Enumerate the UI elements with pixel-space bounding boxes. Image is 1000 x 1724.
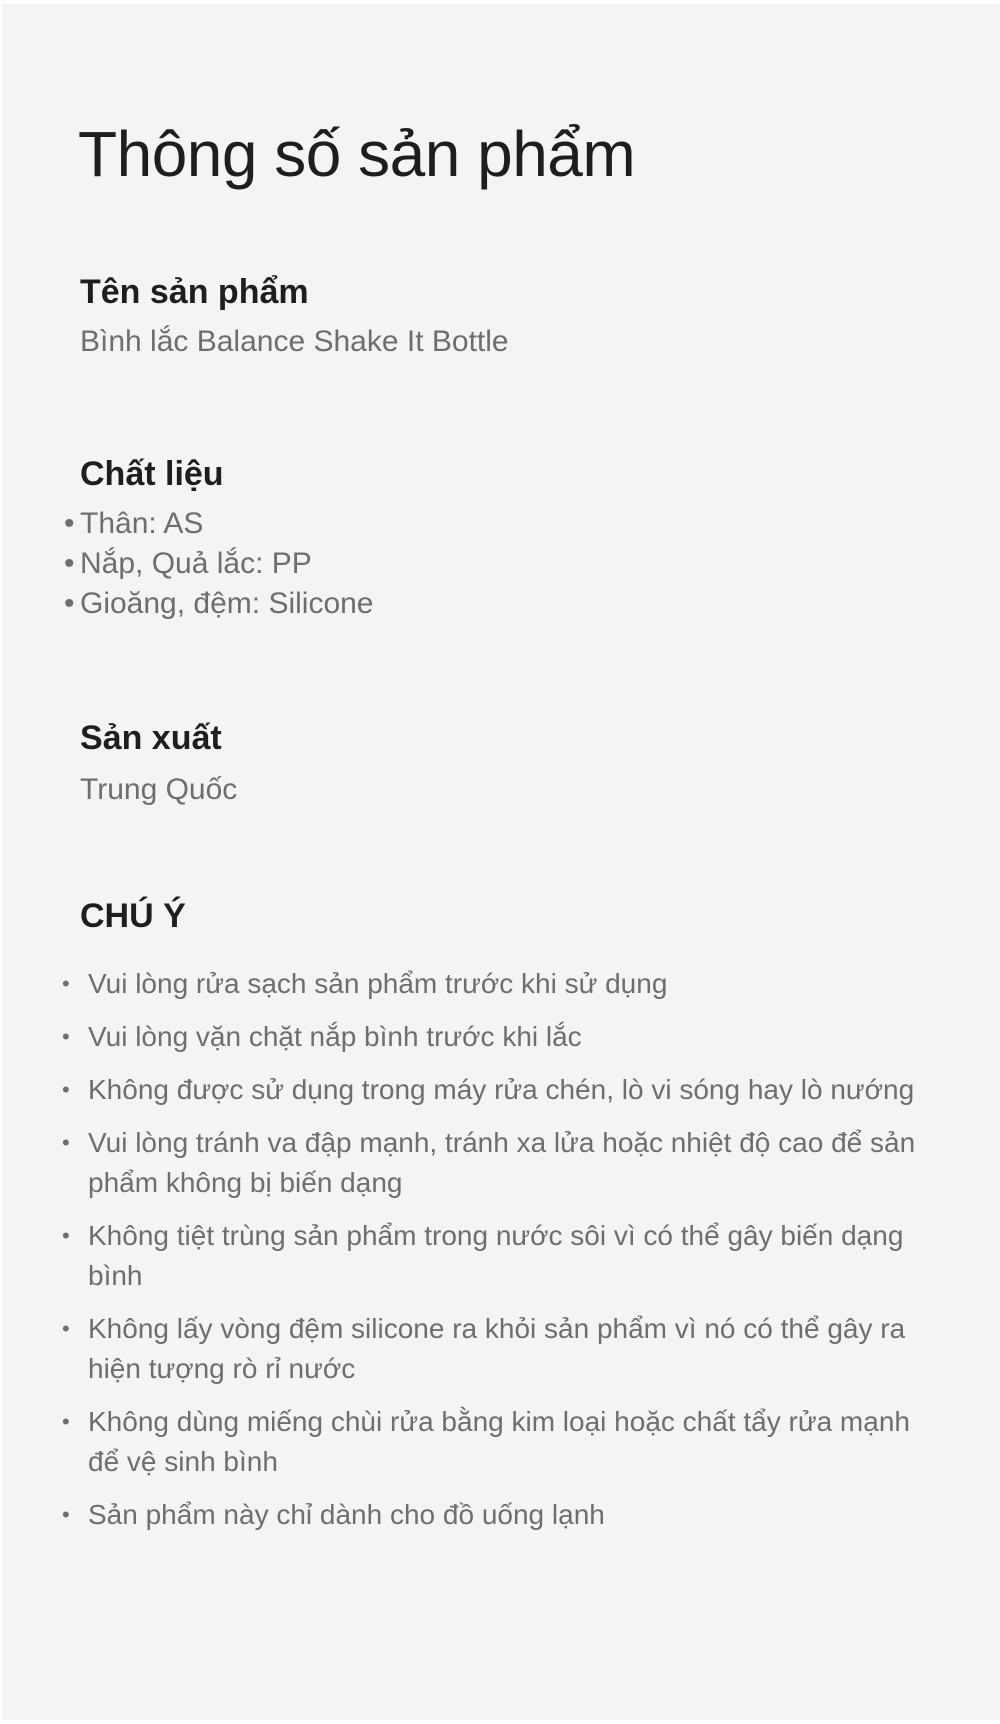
bullet-icon: • [64,587,75,620]
bullet-icon: • [62,1024,70,1049]
product-name-value: Bình lắc Balance Shake It Bottle [80,325,509,358]
note-item [62,1309,922,1389]
note-item [62,1216,922,1296]
note-item [62,1017,922,1057]
material-item [64,584,374,624]
note-item [62,1123,922,1203]
note-text: Không tiệt trùng sản phẩm trong nước sôi vì có thể gây biến dạng bình [88,1220,904,1291]
product-name-heading: Tên sản phẩm [80,273,309,311]
material-item [64,504,374,544]
origin-heading: Sản xuất [80,719,222,757]
material-item [64,544,374,584]
material-item-text: Thân: AS [80,507,204,540]
bullet-icon: • [64,547,75,580]
note-text: Vui lòng rửa sạch sản phẩm trước khi sử dụng [88,968,668,999]
bullet-icon: • [62,1502,70,1527]
note-text: Vui lòng tránh va đập mạnh, tránh xa lửa hoặc nhiệt độ cao để sản phẩm không bị biến dạng [88,1127,916,1198]
page-title: Thông số sản phẩm [78,118,636,190]
note-text: Không dùng miếng chùi rửa bằng kim loại hoặc chất tẩy rửa mạnh để vệ sinh bình [88,1406,910,1477]
bullet-icon: • [62,971,70,996]
note-text: Vui lòng vặn chặt nắp bình trước khi lắc [88,1021,582,1052]
note-item [62,1495,922,1535]
origin-value: Trung Quốc [80,773,238,806]
note-text: Sản phẩm này chỉ dành cho đồ uống lạnh [88,1499,605,1530]
note-text: Không được sử dụng trong máy rửa chén, lò vi sóng hay lò nướng [88,1074,915,1105]
bullet-icon: • [62,1409,70,1434]
material-item-text: Nắp, Quả lắc: PP [80,547,312,580]
material-heading: Chất liệu [80,455,224,493]
note-item [62,964,922,1004]
note-item [62,1070,922,1110]
notes-list [62,964,922,1548]
bullet-icon: • [62,1077,70,1102]
notes-heading: CHÚ Ý [80,897,186,935]
material-item-text: Gioăng, đệm: Silicone [80,587,374,620]
bullet-icon: • [62,1130,70,1155]
bullet-icon: • [64,507,75,540]
note-text: Không lấy vòng đệm silicone ra khỏi sản phẩm vì nó có thể gây ra hiện tượng rò rỉ nước [88,1313,906,1384]
spec-panel [2,4,1000,1720]
bullet-icon: • [62,1223,70,1248]
material-list [64,504,374,624]
bullet-icon: • [62,1316,70,1341]
note-item [62,1402,922,1482]
